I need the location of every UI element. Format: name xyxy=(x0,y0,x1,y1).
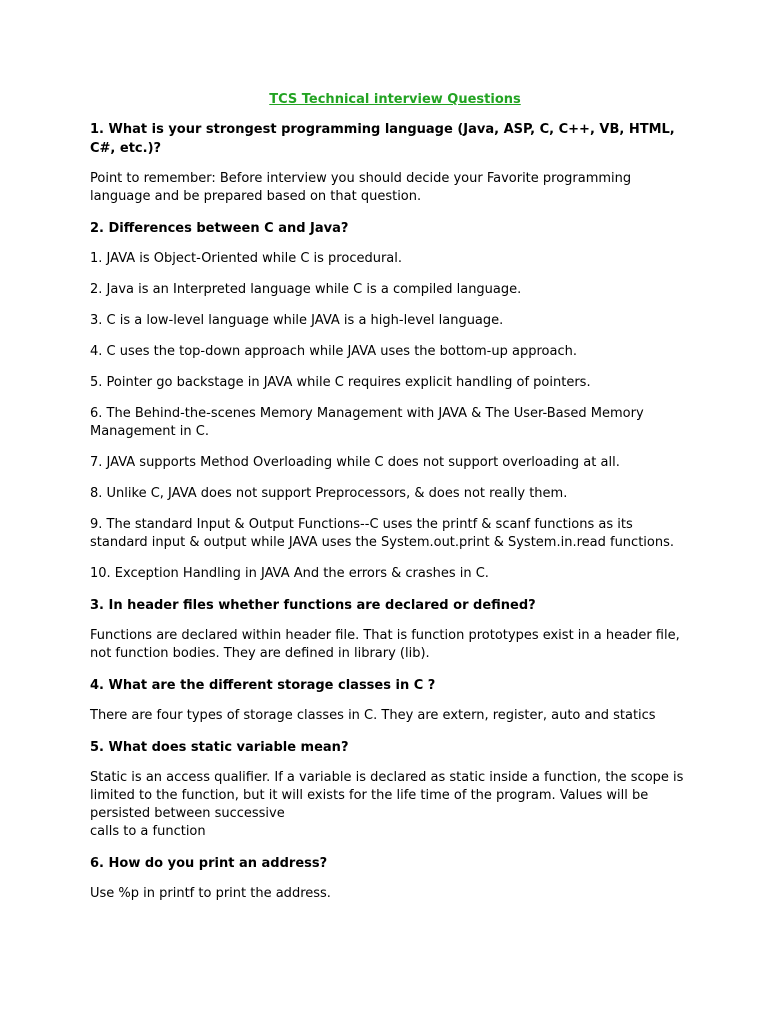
question-5: 5. What does static variable mean? xyxy=(90,740,349,755)
question-4: 4. What are the different storage classes in C ? xyxy=(90,678,436,693)
answer-6: Use %p in printf to print the address. xyxy=(90,886,331,901)
question-2: 2. Differences between C and Java? xyxy=(90,221,349,236)
answer-5 xyxy=(90,769,690,841)
answer-2-point-2: 2. Java is an Interpreted language while C is a compiled language. xyxy=(90,282,522,297)
answer-2-point-5: 5. Pointer go backstage in JAVA while C requires explicit handling of pointers. xyxy=(90,375,591,390)
answer-2-point-3: 3. C is a low-level language while JAVA is a high-level language. xyxy=(90,313,504,328)
answer-2-point-6: 6. The Behind-the-scenes Memory Management with JAVA & The User-Based Memory Management in C. xyxy=(90,406,644,439)
question-6: 6. How do you print an address? xyxy=(90,856,328,871)
answer-2-point-9: 9. The standard Input & Output Functions--C uses the printf & scanf functions as its standard input & output while JAVA uses the System.out.print & System.in.read functions. xyxy=(90,517,674,550)
answer-2-point-10: 10. Exception Handling in JAVA And the errors & crashes in C. xyxy=(90,566,489,581)
answer-5-line-1: Static is an access qualifier. If a variable is declared as static inside a function, the scope is limited to the function, but it will exists for the life time of the program. Values will be persisted between successive xyxy=(90,770,684,821)
question-1: 1. What is your strongest programming language (Java, ASP, C, C++, VB, HTML, C#, etc.)? xyxy=(90,122,675,156)
answer-2-point-4: 4. C uses the top-down approach while JAVA uses the bottom-up approach. xyxy=(90,344,577,359)
answer-2-point-7: 7. JAVA supports Method Overloading while C does not support overloading at all. xyxy=(90,455,620,470)
answer-2-point-8: 8. Unlike C, JAVA does not support Preprocessors, & does not really them. xyxy=(90,486,568,501)
document-title: TCS Technical interview Questions xyxy=(269,92,521,107)
answer-4: There are four types of storage classes in C. They are extern, register, auto and statics xyxy=(90,708,656,723)
answer-5-line-2: calls to a function xyxy=(90,824,206,839)
question-3: 3. In header files whether functions are declared or defined? xyxy=(90,598,536,613)
answer-3: Functions are declared within header file. That is function prototypes exist in a header file, not function bodies. They are defined in library (lib). xyxy=(90,628,680,661)
answer-1: Point to remember: Before interview you should decide your Favorite programming language and be prepared based on that question. xyxy=(90,171,632,204)
document-page xyxy=(90,92,690,916)
answer-2-point-1: 1. JAVA is Object-Oriented while C is procedural. xyxy=(90,251,403,266)
